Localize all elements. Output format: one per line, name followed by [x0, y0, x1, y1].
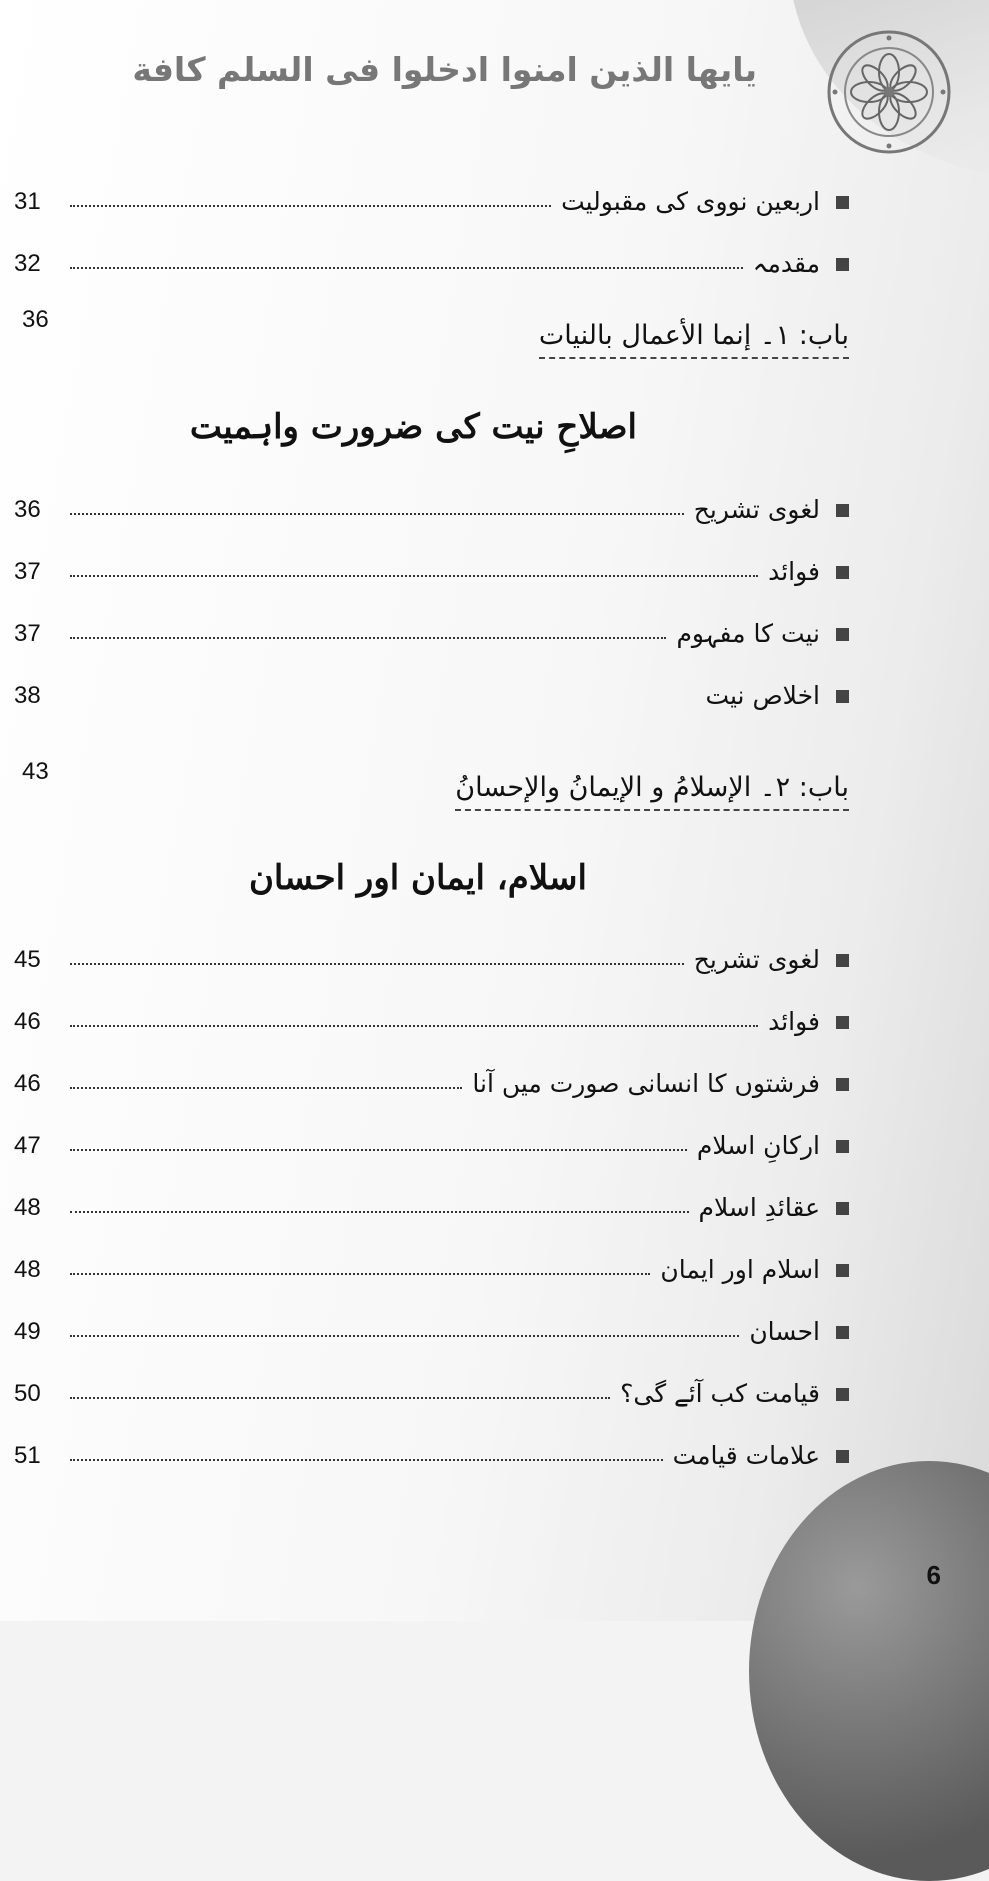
- dotted-leader: [70, 575, 758, 577]
- dotted-leader: [70, 1149, 687, 1151]
- dotted-leader: [70, 205, 551, 207]
- toc-entry-title: علامات قیامت: [672, 1441, 820, 1470]
- toc-entry-title: قیامت کب آئے گی؟: [620, 1379, 820, 1408]
- toc-row[interactable]: [14, 484, 849, 524]
- toc-row[interactable]: [14, 238, 849, 278]
- toc-entry-title: عقائدِ اسلام: [698, 1193, 820, 1222]
- toc-page-number: 47: [14, 1132, 41, 1159]
- dotted-leader: [70, 1459, 663, 1461]
- dotted-leader: [70, 1211, 689, 1213]
- toc-entry: [70, 945, 849, 974]
- toc-row[interactable]: [14, 996, 849, 1036]
- square-bullet-icon: [836, 690, 849, 703]
- toc-entry-title: فوائد: [768, 557, 820, 586]
- dotted-leader: [70, 1273, 650, 1275]
- square-bullet-icon: [836, 258, 849, 271]
- square-bullet-icon: [836, 1078, 849, 1091]
- dotted-leader: [70, 267, 743, 269]
- toc-entry-title: نیت کا مفہوم: [676, 619, 820, 648]
- toc-entry: [70, 1255, 849, 1284]
- toc-row[interactable]: [14, 546, 849, 586]
- toc-page-number: 45: [14, 946, 41, 973]
- toc-entry-title: فرشتوں کا انسانی صورت میں آنا: [472, 1069, 820, 1098]
- toc-entry-title: احسان: [749, 1317, 820, 1346]
- toc-entry-title: اربعین نووی کی مقبولیت: [561, 187, 820, 216]
- toc-page-number: 38: [14, 682, 41, 709]
- toc-row[interactable]: [14, 1120, 849, 1160]
- toc-entry: [70, 619, 849, 648]
- square-bullet-icon: [836, 1326, 849, 1339]
- dotted-leader: [70, 1335, 739, 1337]
- square-bullet-icon: [836, 1016, 849, 1029]
- toc-entry: [70, 681, 849, 710]
- toc-row[interactable]: [14, 1244, 849, 1284]
- toc-page-number: 48: [14, 1194, 41, 1221]
- toc-entry-title: اسلام اور ایمان: [660, 1255, 820, 1284]
- dotted-leader: [70, 963, 684, 965]
- square-bullet-icon: [836, 1388, 849, 1401]
- toc-entry: [70, 1441, 849, 1470]
- dotted-leader: [70, 1397, 610, 1399]
- chapter-title[interactable]: باب: ۲۔ الإسلامُ و الإيمانُ والإحسانُ: [455, 772, 849, 811]
- chapter-title[interactable]: باب: ۱۔ إنما الأعمال بالنيات: [539, 320, 849, 359]
- toc-row[interactable]: [14, 176, 849, 216]
- toc-entry: [70, 557, 849, 586]
- toc-page-number: 37: [14, 558, 41, 585]
- toc-row[interactable]: [14, 1058, 849, 1098]
- toc-page-number: 36: [14, 496, 41, 523]
- toc-page-number: 51: [14, 1442, 41, 1469]
- toc-entry: [70, 249, 849, 278]
- toc-page-number: 37: [14, 620, 41, 647]
- toc-row[interactable]: [14, 934, 849, 974]
- toc-page-number: 46: [14, 1070, 41, 1097]
- square-bullet-icon: [836, 196, 849, 209]
- toc-row[interactable]: [14, 1306, 849, 1346]
- toc-entry-title: مقدمہ: [752, 249, 820, 278]
- square-bullet-icon: [836, 628, 849, 641]
- dotted-leader: [70, 637, 666, 639]
- footer-page-number: 6: [926, 1560, 941, 1590]
- toc-page-number: 31: [14, 188, 41, 215]
- square-bullet-icon: [836, 1140, 849, 1153]
- toc-entry: [70, 1069, 849, 1098]
- dotted-leader: [70, 1025, 758, 1027]
- square-bullet-icon: [836, 504, 849, 517]
- toc-entry-title: اخلاص نیت: [705, 681, 820, 710]
- dotted-leader: [70, 699, 695, 701]
- toc-entry-title: فوائد: [768, 1007, 820, 1036]
- toc-page-number: 46: [14, 1008, 41, 1035]
- toc-row[interactable]: [14, 670, 849, 710]
- square-bullet-icon: [836, 954, 849, 967]
- toc-row[interactable]: [14, 1368, 849, 1408]
- square-bullet-icon: [836, 1450, 849, 1463]
- toc-entry: [70, 1379, 849, 1408]
- toc-row[interactable]: [14, 1182, 849, 1222]
- toc-entry: [70, 495, 849, 524]
- toc-entry-title: لغوی تشریح: [693, 945, 820, 974]
- toc-entry-title: لغوی تشریح: [693, 495, 820, 524]
- toc-page-number: 48: [14, 1256, 41, 1283]
- toc-page-number: 49: [14, 1318, 41, 1345]
- toc-page-number: 32: [14, 250, 41, 277]
- square-bullet-icon: [836, 1202, 849, 1215]
- section-heading: اصلاحِ نیت کی ضرورت واہمیت: [189, 407, 637, 447]
- toc-entry: [70, 187, 849, 216]
- toc-row[interactable]: [14, 608, 849, 648]
- square-bullet-icon: [836, 1264, 849, 1277]
- dotted-leader: [70, 1087, 462, 1089]
- chapter-page-number: 36: [22, 306, 49, 333]
- toc-entry: [70, 1007, 849, 1036]
- section-heading: اسلام، ایمان اور احسان: [248, 858, 587, 898]
- toc-page-number: 50: [14, 1380, 41, 1407]
- header-verse-title: يايها الذين امنوا ادخلوا فى السلم كافة: [132, 50, 757, 89]
- seal-emblem-icon: [825, 28, 953, 156]
- toc-row[interactable]: [14, 1430, 849, 1470]
- toc-entry: [70, 1317, 849, 1346]
- toc-entry: [70, 1131, 849, 1160]
- square-bullet-icon: [836, 566, 849, 579]
- dotted-leader: [70, 513, 684, 515]
- toc-entry: [70, 1193, 849, 1222]
- chapter-page-number: 43: [22, 758, 49, 785]
- toc-entry-title: ارکانِ اسلام: [696, 1131, 820, 1160]
